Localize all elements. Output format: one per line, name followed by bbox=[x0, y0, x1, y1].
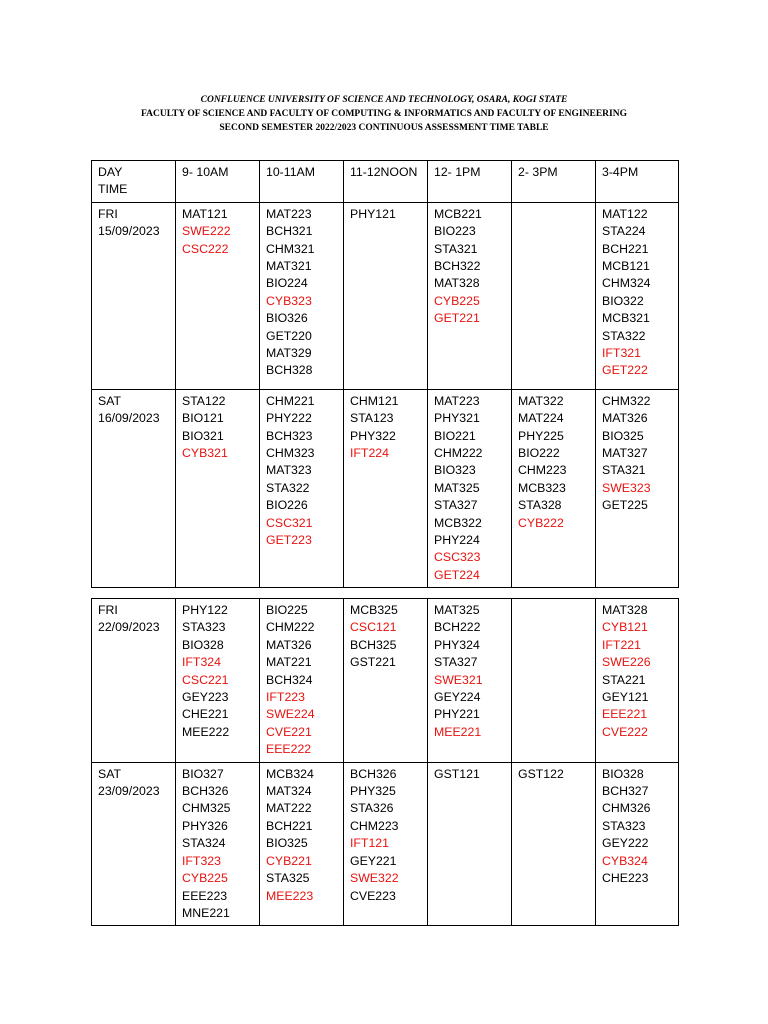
course-code: CVE223 bbox=[350, 888, 396, 903]
header-slot-3-4pm bbox=[596, 161, 679, 203]
day-row bbox=[92, 202, 679, 389]
course-code: CYB121 bbox=[602, 620, 648, 635]
course-code: SWE224 bbox=[266, 707, 315, 722]
course-code: MEE223 bbox=[266, 888, 314, 903]
course-code: PHY224 bbox=[434, 533, 480, 548]
course-code: PHY121 bbox=[350, 206, 396, 221]
date-label: 15/09/2023 bbox=[98, 224, 160, 239]
course-code: MAT328 bbox=[602, 603, 648, 617]
day-row bbox=[92, 389, 679, 587]
course-code: STA221 bbox=[602, 672, 646, 687]
day-row bbox=[92, 599, 679, 763]
course-code: BIO225 bbox=[266, 603, 308, 617]
course-code: MAT221 bbox=[266, 655, 312, 670]
course-code: BCH221 bbox=[266, 818, 313, 833]
course-code: CHM323 bbox=[266, 446, 315, 461]
course-code: BIO323 bbox=[434, 463, 476, 478]
course-code: CSC222 bbox=[182, 241, 229, 256]
slot-cell bbox=[596, 389, 679, 587]
course-code: GEY222 bbox=[602, 836, 649, 851]
course-code: SWE323 bbox=[602, 480, 651, 495]
course-code: CHM223 bbox=[518, 463, 567, 478]
slot-cell bbox=[176, 389, 260, 587]
course-code: MAT322 bbox=[518, 393, 564, 408]
course-code: GEY223 bbox=[182, 690, 229, 705]
course-code: MCB324 bbox=[266, 766, 314, 781]
course-code: SWE322 bbox=[350, 871, 399, 886]
course-code: CHM222 bbox=[266, 620, 315, 635]
course-code: BCH221 bbox=[602, 241, 649, 256]
header-label: 3-4PM bbox=[602, 165, 639, 179]
course-code: BIO222 bbox=[518, 446, 560, 461]
header-label: 11-12NOON bbox=[350, 165, 418, 179]
timetable-title: SECOND SEMESTER 2022/2023 CONTINUOUS ASSESSMENT TIME TABLE bbox=[219, 123, 549, 133]
course-code: STA322 bbox=[266, 480, 310, 495]
slot-cell bbox=[344, 762, 428, 926]
slot-cell bbox=[512, 202, 596, 389]
course-code: CSC221 bbox=[182, 672, 229, 687]
course-code: CHE223 bbox=[602, 871, 649, 886]
course-code: GEY121 bbox=[602, 690, 649, 705]
course-code: BCH326 bbox=[182, 784, 229, 799]
course-code: BCH327 bbox=[602, 784, 649, 799]
course-code: MAT325 bbox=[434, 480, 480, 495]
course-code: STA327 bbox=[434, 655, 478, 670]
course-code: MCB325 bbox=[350, 603, 398, 617]
day-cell bbox=[92, 389, 176, 587]
course-code: STA321 bbox=[602, 463, 646, 478]
slot-cell bbox=[176, 762, 260, 926]
course-code: PHY225 bbox=[518, 428, 564, 443]
course-code: GET221 bbox=[434, 311, 480, 326]
course-code: CYB221 bbox=[266, 853, 312, 868]
course-code: MAT122 bbox=[602, 206, 648, 221]
course-code: BIO326 bbox=[266, 311, 308, 326]
course-code: STA327 bbox=[434, 498, 478, 513]
header-slot-12-1pm bbox=[428, 161, 512, 203]
course-code: STA122 bbox=[182, 393, 226, 408]
course-code: IFT223 bbox=[266, 690, 305, 705]
course-code: PHY326 bbox=[182, 818, 228, 833]
course-code: MNE221 bbox=[182, 905, 230, 920]
university-name: CONFLUENCE UNIVERSITY OF SCIENCE AND TECHNOLOGY, OSARA, KOGI STATE bbox=[200, 95, 568, 105]
course-code: STA224 bbox=[602, 224, 646, 239]
course-code: PHY322 bbox=[350, 428, 396, 443]
course-code: BIO224 bbox=[266, 276, 308, 291]
course-code: GEY224 bbox=[434, 690, 481, 705]
document-header bbox=[0, 93, 768, 135]
course-code: IFT121 bbox=[350, 836, 389, 851]
header-label: DAY TIME bbox=[98, 165, 128, 197]
slot-cell bbox=[344, 202, 428, 389]
course-code: CHM322 bbox=[602, 393, 651, 408]
date-label: 23/09/2023 bbox=[98, 784, 160, 799]
course-code: BIO328 bbox=[602, 766, 644, 781]
day-row bbox=[92, 762, 679, 926]
course-code: GST122 bbox=[518, 766, 564, 781]
course-code: EEE221 bbox=[602, 707, 648, 722]
course-code: BIO226 bbox=[266, 498, 308, 513]
day-cell bbox=[92, 762, 176, 926]
slot-cell bbox=[512, 599, 596, 763]
course-code: MAT329 bbox=[266, 346, 312, 361]
course-code: MCB221 bbox=[434, 206, 482, 221]
course-code: MAT327 bbox=[602, 446, 648, 461]
course-code: STA321 bbox=[434, 241, 478, 256]
course-code: SWE222 bbox=[182, 224, 231, 239]
header-label: 9- 10AM bbox=[182, 165, 229, 179]
day-cell bbox=[92, 202, 176, 389]
course-code: BIO325 bbox=[602, 428, 644, 443]
day-cell bbox=[92, 599, 176, 763]
course-code: CVE222 bbox=[602, 724, 648, 739]
course-code: CSC323 bbox=[434, 550, 481, 565]
course-code: BCH326 bbox=[350, 766, 397, 781]
course-code: GST221 bbox=[350, 655, 396, 670]
slot-cell bbox=[176, 202, 260, 389]
course-code: PHY324 bbox=[434, 637, 480, 652]
slot-cell bbox=[260, 762, 344, 926]
date-label: 22/09/2023 bbox=[98, 620, 160, 635]
course-code: MAT321 bbox=[266, 259, 312, 274]
course-code: STA325 bbox=[266, 871, 310, 886]
course-code: BCH323 bbox=[266, 428, 313, 443]
course-code: CHM325 bbox=[182, 801, 231, 816]
course-code: BCH328 bbox=[266, 363, 313, 378]
course-code: CHE221 bbox=[182, 707, 229, 722]
day-label: FRI bbox=[98, 603, 118, 617]
course-code: CVE221 bbox=[266, 724, 312, 739]
slot-cell bbox=[176, 599, 260, 763]
header-label: 12- 1PM bbox=[434, 165, 481, 179]
slot-cell bbox=[596, 202, 679, 389]
course-code: CHM121 bbox=[350, 393, 399, 408]
course-code: CYB321 bbox=[182, 446, 228, 461]
slot-cell bbox=[344, 389, 428, 587]
course-code: MEE222 bbox=[182, 724, 230, 739]
course-code: CHM324 bbox=[602, 276, 651, 291]
course-code: CYB225 bbox=[434, 293, 480, 308]
course-code: MEE221 bbox=[434, 724, 482, 739]
course-code: MAT323 bbox=[266, 463, 312, 478]
course-code: CYB225 bbox=[182, 871, 228, 886]
course-code: BIO327 bbox=[182, 766, 224, 781]
course-code: STA123 bbox=[350, 411, 394, 426]
header-slot-2-3pm bbox=[512, 161, 596, 203]
course-code: GET222 bbox=[602, 363, 648, 378]
course-code: STA323 bbox=[182, 620, 226, 635]
course-code: PHY122 bbox=[182, 603, 228, 617]
timetable-week-2 bbox=[91, 598, 679, 926]
course-code: MCB121 bbox=[602, 259, 650, 274]
course-code: BCH325 bbox=[350, 637, 397, 652]
day-label: SAT bbox=[98, 766, 122, 781]
slot-cell bbox=[596, 762, 679, 926]
course-code: GST121 bbox=[434, 766, 480, 781]
course-code: GEY221 bbox=[350, 853, 397, 868]
course-code: MAT328 bbox=[434, 276, 480, 291]
course-code: STA328 bbox=[518, 498, 562, 513]
course-code: MCB321 bbox=[602, 311, 650, 326]
date-label: 16/09/2023 bbox=[98, 411, 160, 426]
course-code: EEE223 bbox=[182, 888, 228, 903]
course-code: CHM221 bbox=[266, 393, 315, 408]
course-code: BIO221 bbox=[434, 428, 476, 443]
course-code: IFT224 bbox=[350, 446, 389, 461]
course-code: GET224 bbox=[434, 567, 480, 582]
course-code: PHY321 bbox=[434, 411, 480, 426]
course-code: GET223 bbox=[266, 533, 312, 548]
course-code: CHM223 bbox=[350, 818, 399, 833]
slot-cell bbox=[428, 599, 512, 763]
header-label: 10-11AM bbox=[266, 165, 315, 179]
slot-cell bbox=[428, 762, 512, 926]
course-code: BIO321 bbox=[182, 428, 224, 443]
course-code: BIO223 bbox=[434, 224, 476, 239]
course-code: BCH222 bbox=[434, 620, 481, 635]
course-code: MCB323 bbox=[518, 480, 566, 495]
course-code: MAT324 bbox=[266, 784, 312, 799]
header-day-time bbox=[92, 161, 176, 203]
course-code: STA324 bbox=[182, 836, 226, 851]
course-code: MAT222 bbox=[266, 801, 312, 816]
course-code: CHM321 bbox=[266, 241, 315, 256]
course-code: STA326 bbox=[350, 801, 394, 816]
course-code: BCH322 bbox=[434, 259, 481, 274]
course-code: MCB322 bbox=[434, 515, 482, 530]
course-code: MAT223 bbox=[434, 393, 480, 408]
course-code: MAT326 bbox=[266, 637, 312, 652]
course-code: BCH321 bbox=[266, 224, 313, 239]
course-code: BIO121 bbox=[182, 411, 224, 426]
course-code: BIO325 bbox=[266, 836, 308, 851]
slot-cell bbox=[428, 389, 512, 587]
course-code: BCH324 bbox=[266, 672, 313, 687]
course-code: MAT325 bbox=[434, 603, 480, 617]
slot-cell bbox=[596, 599, 679, 763]
slot-cell bbox=[512, 389, 596, 587]
course-code: GET220 bbox=[266, 328, 312, 343]
course-code: CYB324 bbox=[602, 853, 648, 868]
course-code: CHM222 bbox=[434, 446, 483, 461]
header-slot-11-12noon bbox=[344, 161, 428, 203]
course-code: STA322 bbox=[602, 328, 646, 343]
slot-cell bbox=[260, 202, 344, 389]
timetable-week-1 bbox=[91, 160, 679, 588]
slot-cell bbox=[428, 202, 512, 389]
course-code: CSC321 bbox=[266, 515, 313, 530]
course-code: BIO322 bbox=[602, 293, 644, 308]
course-code: IFT324 bbox=[182, 655, 221, 670]
course-code: BIO328 bbox=[182, 637, 224, 652]
course-code: CSC121 bbox=[350, 620, 397, 635]
slot-cell bbox=[512, 762, 596, 926]
course-code: MAT326 bbox=[602, 411, 648, 426]
course-code: PHY222 bbox=[266, 411, 312, 426]
course-code: PHY325 bbox=[350, 784, 396, 799]
course-code: STA323 bbox=[602, 818, 646, 833]
course-code: IFT321 bbox=[602, 346, 641, 361]
course-code: CYB323 bbox=[266, 293, 312, 308]
header-row bbox=[92, 161, 679, 203]
course-code: CYB222 bbox=[518, 515, 564, 530]
course-code: MAT223 bbox=[266, 206, 312, 221]
course-code: IFT221 bbox=[602, 637, 641, 652]
day-label: SAT bbox=[98, 393, 122, 408]
course-code: PHY221 bbox=[434, 707, 480, 722]
course-code: SWE226 bbox=[602, 655, 651, 670]
header-slot-10-11am bbox=[260, 161, 344, 203]
day-label: FRI bbox=[98, 206, 118, 221]
header-slot-9-10am bbox=[176, 161, 260, 203]
header-label: 2- 3PM bbox=[518, 165, 558, 179]
slot-cell bbox=[260, 389, 344, 587]
slot-cell bbox=[344, 599, 428, 763]
course-code: GET225 bbox=[602, 498, 648, 513]
course-code: SWE321 bbox=[434, 672, 483, 687]
course-code: MAT121 bbox=[182, 206, 228, 221]
course-code: EEE222 bbox=[266, 742, 312, 757]
course-code: MAT224 bbox=[518, 411, 564, 426]
slot-cell bbox=[260, 599, 344, 763]
course-code: CHM326 bbox=[602, 801, 651, 816]
course-code: IFT323 bbox=[182, 853, 221, 868]
faculties-line: FACULTY OF SCIENCE AND FACULTY OF COMPUTING & INFORMATICS AND FACULTY OF ENGINEERING bbox=[141, 109, 627, 119]
